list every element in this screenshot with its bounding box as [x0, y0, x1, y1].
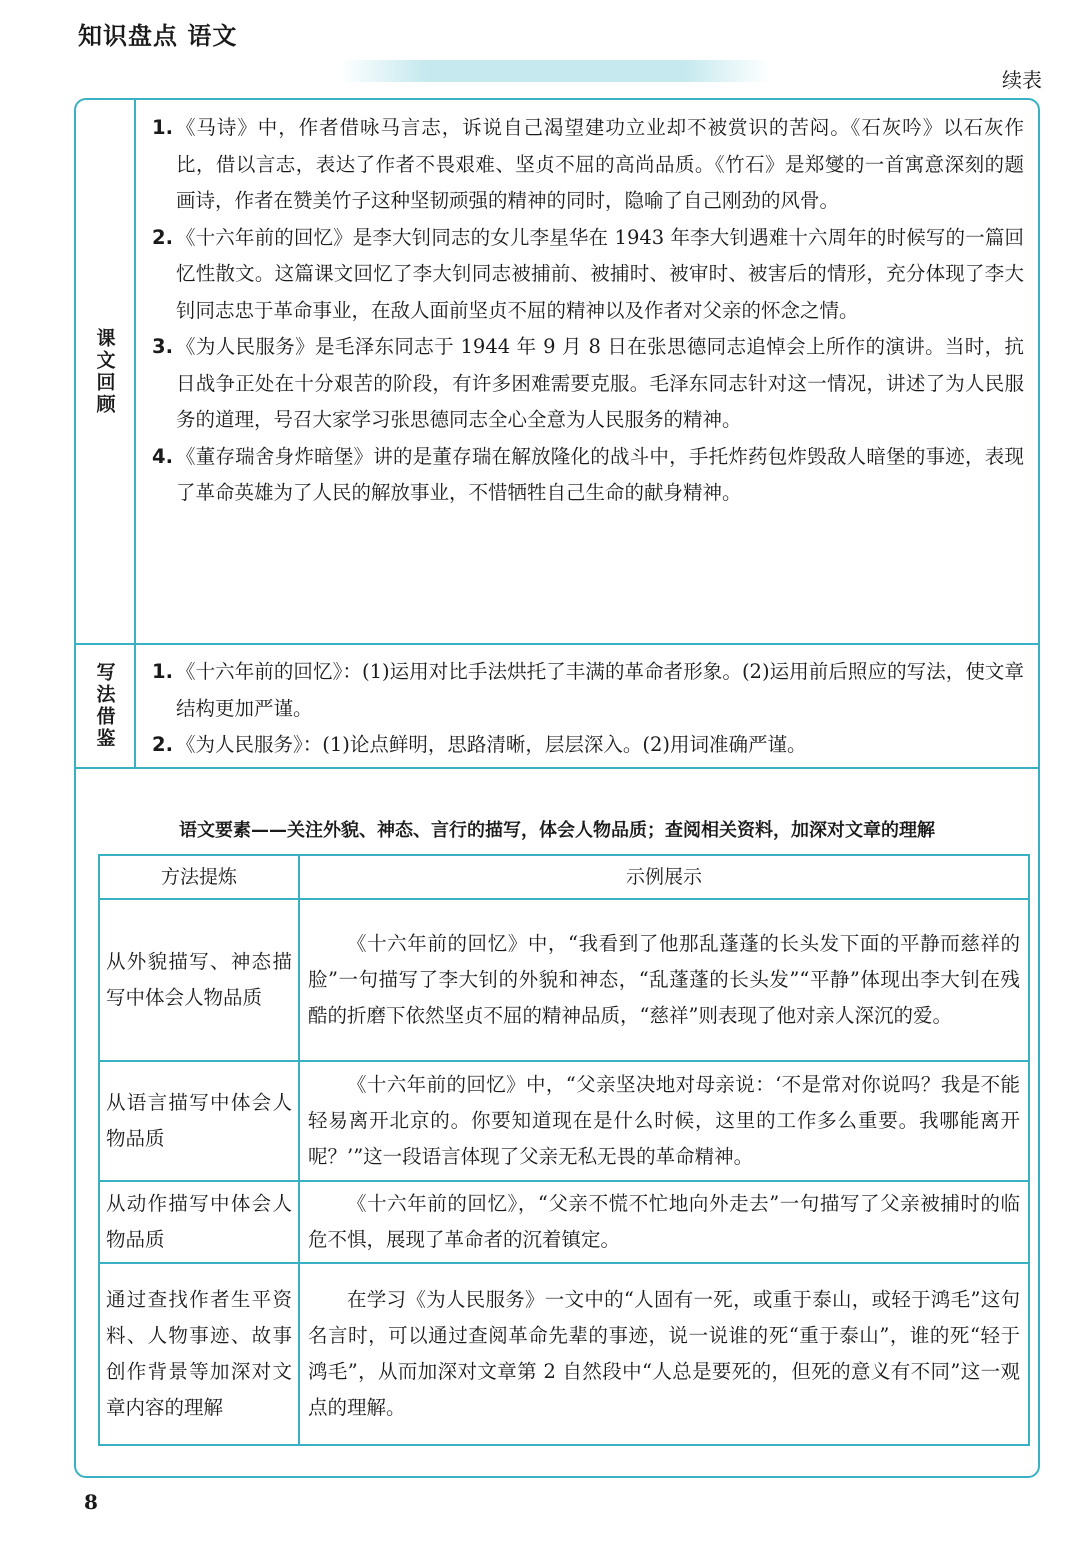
example-cell: 在学习《为人民服务》一文中的“人固有一死，或重于泰山，或轻于鸿毛”这句名言时，可以通过查阅革命先辈的事迹，说一说谁的死“重于泰山”，谁的死“轻于鸿毛”，从而加深对文章第 2 自然段中“人总是要死的，但死的意义有不同”这一观点的理解。	[299, 1263, 1029, 1445]
writing-label-cell	[76, 645, 136, 767]
item-text: 《董存瑞舍身炸暗堡》讲的是董存瑞在解放隆化的战斗中，手托炸药包炸毁敌人暗堡的事迹，表现了革命英雄为了人民的解放事业，不惜牺牲自己生命的献身精神。	[176, 444, 1024, 504]
example-cell: 《十六年前的回忆》，“父亲不慌不忙地向外走去”一句描写了父亲被捕时的临危不惧，展现了革命者的沉着镇定。	[299, 1181, 1029, 1263]
item-text: 《为人民服务》是毛泽东同志于 1944 年 9 月 8 日在张思德同志追悼会上所作的演讲。当时，抗日战争正处在十分艰苦的阶段，有许多困难需要克服。毛泽东同志针对这一情况，讲述了为人民服务的道理，号召大家学习张思德同志全心全意为人民服务的精神。	[176, 335, 1024, 431]
page-header-title: 知识盘点 语文	[78, 22, 238, 50]
review-content	[152, 110, 1024, 512]
review-section	[76, 100, 1038, 645]
table-row	[99, 899, 1029, 1061]
page-number: 8	[84, 1490, 98, 1514]
knowledge-frame	[74, 98, 1040, 1478]
method-cell: 从动作描写中体会人物品质	[99, 1181, 299, 1263]
review-item	[152, 329, 1024, 439]
item-text: 《马诗》中，作者借咏马言志，诉说自己渴望建功立业却不被赏识的苦闷。《石灰吟》以石灰作比，借以言志，表达了作者不畏艰难、坚贞不屈的高尚品质。《竹石》是郑燮的一首寓意深刻的题画诗，作者在赞美竹子这种坚韧顽强的精神的同时，隐喻了自己刚劲的风骨。	[176, 116, 1024, 212]
example-cell: 《十六年前的回忆》中，“我看到了他那乱蓬蓬的长头发下面的平静而慈祥的脸”一句描写了李大钊的外貌和神态，“乱蓬蓬的长头发”“平静”体现出李大钊在残酷的折磨下依然坚贞不屈的精神品质，“慈祥”则表现了他对亲人深沉的爱。	[299, 899, 1029, 1061]
review-item	[152, 110, 1024, 220]
review-label-cell	[76, 100, 136, 643]
table-row	[99, 1263, 1029, 1445]
method-cell: 从外貌描写、神态描写中体会人物品质	[99, 899, 299, 1061]
table-row	[99, 1181, 1029, 1263]
example-cell: 《十六年前的回忆》中，“父亲坚决地对母亲说：‘不是常对你说吗？我是不能轻易离开北京的。你要知道现在是什么时候，这里的工作多么重要。我哪能离开呢？’”这一段语言体现了父亲无私无畏的革命精神。	[299, 1061, 1029, 1181]
elements-title: 语文要素——关注外貌、神态、言行的描写，体会人物品质；查阅相关资料，加深对文章的理解	[179, 820, 935, 841]
review-label: 课文回顾	[93, 327, 116, 416]
column-header-example: 示例展示	[299, 855, 1029, 899]
item-number: 1.	[152, 660, 173, 683]
method-cell: 从语言描写中体会人物品质	[99, 1061, 299, 1181]
continued-label: 续表	[1002, 68, 1042, 92]
item-number: 4.	[152, 444, 173, 468]
item-number: 3.	[152, 335, 173, 358]
item-number: 2.	[152, 225, 173, 249]
writing-item	[152, 654, 1024, 727]
review-item	[152, 220, 1024, 330]
examples-table	[98, 854, 1030, 1446]
item-number: 1.	[152, 116, 173, 139]
item-text: 《十六年前的回忆》：(1)运用对比手法烘托了丰满的革命者形象。(2)运用前后照应的写法，使文章结构更加严谨。	[176, 660, 1024, 720]
header-decoration-band	[340, 60, 770, 82]
item-number: 2.	[152, 733, 173, 756]
writing-label: 写法借鉴	[93, 662, 116, 750]
table-row	[99, 1061, 1029, 1181]
writing-section	[76, 645, 1038, 769]
method-cell: 通过查找作者生平资料、人物事迹、故事创作背景等加深对文章内容的理解	[99, 1263, 299, 1445]
item-text: 《十六年前的回忆》是李大钊同志的女儿李星华在 1943 年李大钊遇难十六周年的时候写的一篇回忆性散文。这篇课文回忆了李大钊同志被捕前、被捕时、被审时、被害后的情形，充分体现了李大钊同志忠于革命事业，在敌人面前坚贞不屈的精神以及作者对父亲的怀念之情。	[176, 225, 1024, 322]
item-text: 《为人民服务》：(1)论点鲜明，思路清晰，层层深入。(2)用词准确严谨。	[176, 733, 807, 756]
writing-item	[152, 727, 1024, 764]
writing-content	[152, 654, 1024, 764]
column-header-method: 方法提炼	[99, 855, 299, 899]
table-header-row	[99, 855, 1029, 899]
review-item	[152, 439, 1024, 512]
